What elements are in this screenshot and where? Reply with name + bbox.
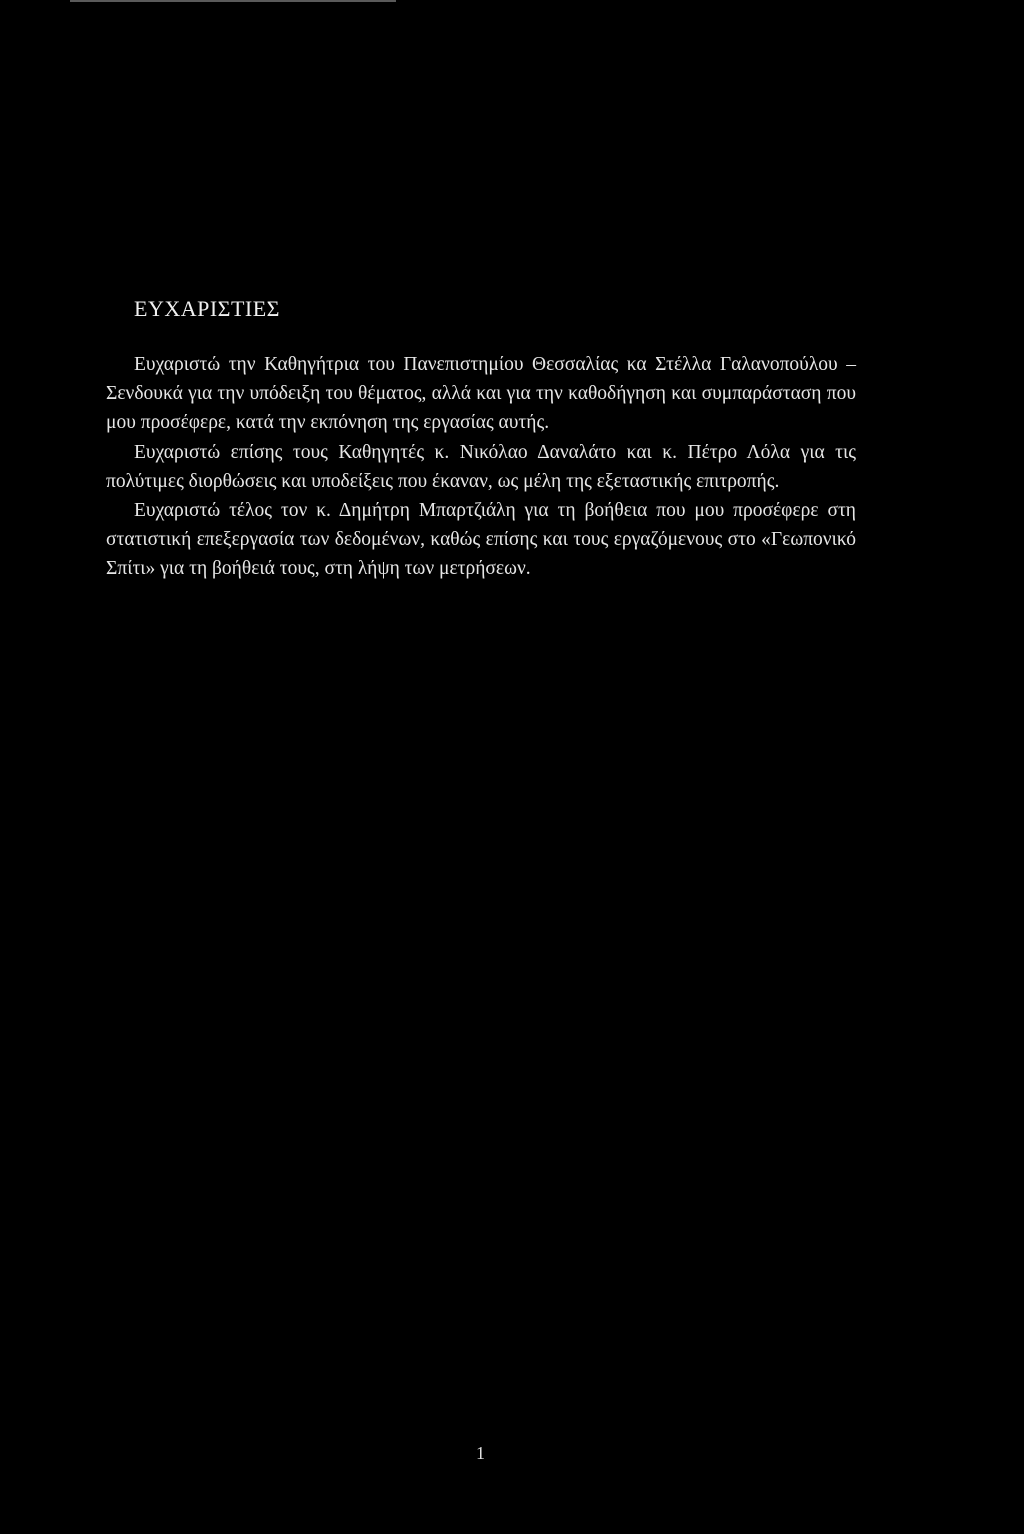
acknowledgements-body [106,350,856,584]
page-title: ΕΥΧΑΡΙΣΤΙΕΣ [134,296,280,321]
paragraph-statistics-help: Ευχαριστώ τέλος τον κ. Δημήτρη Μπαρτζιάλη για τη βοήθεια που μου προσέφερε στη στατιστική επεξεργασία των δεδομένων, καθώς επίσης και τους εργαζόμενους στο «Γεωπονικό Σπίτι» για τη βοήθειά τους, στη λήψη των μετρήσεων. [106,500,856,580]
page-number: 1 [476,1443,485,1463]
scan-edge-line [70,0,396,2]
paragraph-supervisor: Ευχαριστώ την Καθηγήτρια του Πανεπιστημίου Θεσσαλίας κα Στέλλα Γαλανοπούλου – Σενδουκά για την υπόδειξη του θέματος, αλλά και για την καθοδήγηση και συμπαράσταση που μου προσέφερε, κατά την εκπόνηση της εργασίας αυτής. [106,354,856,434]
paragraph-committee: Ευχαριστώ επίσης τους Καθηγητές κ. Νικόλαο Δαναλάτο και κ. Πέτρο Λόλα για τις πολύτιμες διορθώσεις και υποδείξεις που έκαναν, ως μέλη της εξεταστικής επιτροπής. [106,441,856,492]
